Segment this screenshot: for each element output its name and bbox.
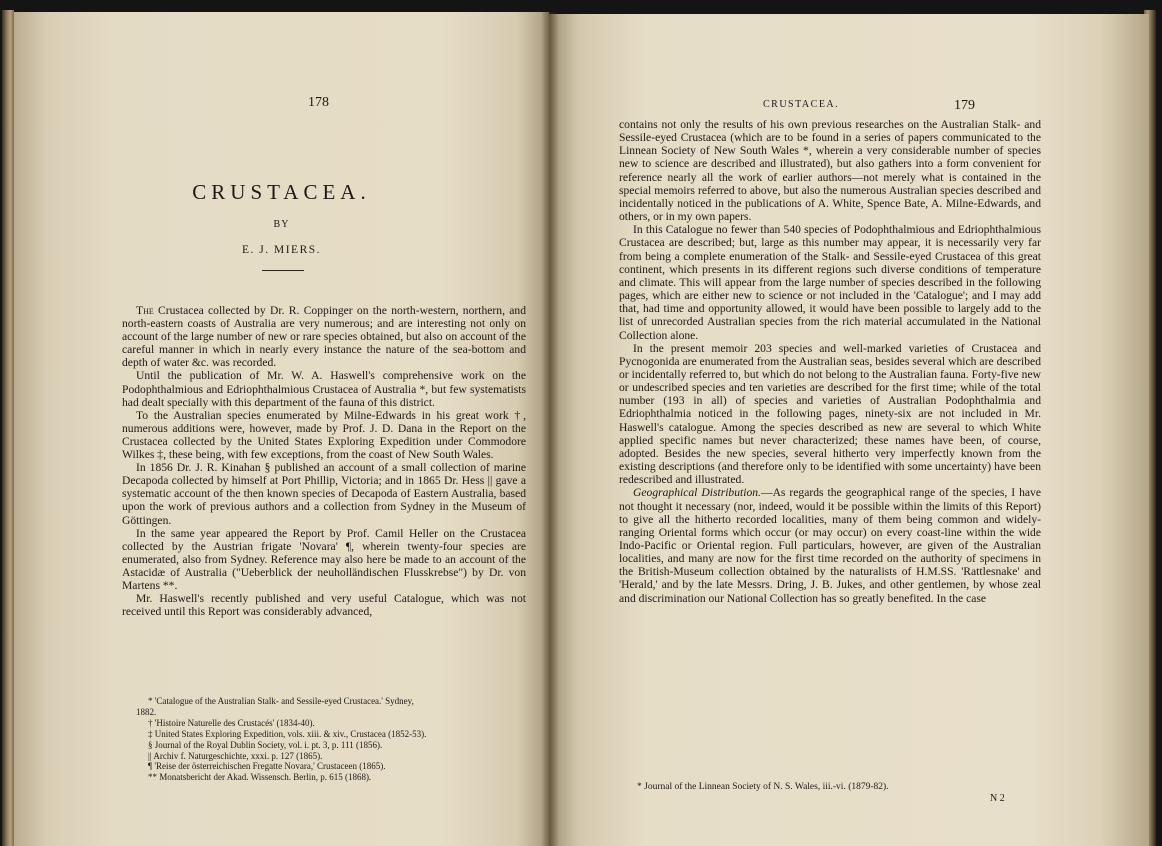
right-footnote: * Journal of the Linnean Society of N. S. Wales, iii.-vi. (1879-82). [637,782,889,792]
footnote-line: ** Monatsbericht der Akad. Wissensch. Berlin, p. 615 (1868). [148,772,372,783]
byline-label: BY [273,219,290,230]
paragraph-text: In the present memoir 203 species and well-marked varieties of Crustacea and Pycnogonida are enumerated from the Australian seas, besides several which are described or incidentally referred to, but which do not belong to the Australian fauna. Forty-five new or undescribed species and ten varieties are described for the first time; while of the total number (193 in all) of species and varieties of Australian Podophthalmia and Edriophthalmia noticed in the following pages, ninety-six are not included in Mr. Haswell's catalogue. Among the species described as new are several to which White applied specific names but never characterized; these names have been, of course, adopted. Besides the new species, several hitherto very imperfectly known from the existing descriptions (and therefore only to be identified with some uncertainty) have been redescribed and illustrated. [619,341,1041,487]
paragraph-text: In this Catalogue no fewer than 540 species of Podophthalmious and Edriophthalmious Crustacea are described; but, large as this number may appear, it is necessarily very far from being a complete enumeration of the Stalk- and Sessile-eyed Crustacea of this great continent, which presents in its different regions such diverse conditions of temperature and climate. This will appear from the large number of species described in the following pages, which are either new to science or not included in the 'Catalogue'; and I may add that, had time and opportunity allowed, it would have been possible to largely add to the list of unrecorded Australian species from the rich material accumulated in the National Collection alone. [619,223,1041,342]
chapter-title: CRUSTACEA. [192,180,371,204]
paragraph-text: To the Australian species enumerated by Milne-Edwards in his great work †, numerous additions were, however, made by Prof. J. D. Dana in the Report on the Crustacea collected by the United States Exploring Expedition under Commodore Wilkes ‡, these being, with few exceptions, from the coast of New South Wales. [122,408,526,462]
section-heading: Geographical Distribution. [633,486,761,500]
left-body-text [122,304,526,618]
paragraph-text: Crustacea collected by Dr. R. Coppinger on the north-western, northern, and north-eastern coasts of Australia are very numerous; and are interesting not only on account of the large number of new or rare species obtained, but also on account of the careful manner in which in nearly every instance the nature of the sea-bottom and depth of water &c. was recorded. [122,304,526,370]
paragraph-text: In the same year appeared the Report by Prof. Camil Heller on the Crustacea collected by the Austrian frigate 'Novara' ¶, wherein twenty-four species are enumerated, also from Sydney. Reference may also here be made to an account of the Astacidæ of Australia ("Ueberblick der neuholländischen Flusskrebse") by Dr. von Martens **. [122,526,526,592]
footnote-line: ¶ 'Reise der österreichischen Fregatte Novara,' Crustaceen (1865). [148,761,386,772]
left-paragraph [122,304,526,369]
book-gutter [541,12,559,846]
footnote-line: ‡ United States Exploring Expedition, vols. xiii. & xiv., Crustacea (1852-53). [148,728,427,739]
footnote-line: § Journal of the Royal Dublin Society, vol. i. pt. 3, p. 111 (1856). [148,739,383,750]
signature-mark: N 2 [990,793,1005,804]
right-paragraph [619,342,1041,487]
right-paragraph [619,486,1041,604]
author-name: E. J. MIERS. [241,244,322,256]
title-rule [262,270,304,271]
right-paragraph [619,118,1041,223]
footnote-line: || Archiv f. Naturgeschichte, xxxi. p. 127 (1865). [148,750,323,761]
left-paragraph [122,369,526,408]
right-page [549,14,1149,846]
right-paragraph [619,223,1041,341]
paragraph-lead-word: The [136,304,154,317]
left-paragraph [122,527,526,592]
footnote-line: 1882. [136,706,157,717]
page-number-left: 178 [308,95,329,110]
left-page-edges [2,10,14,846]
left-paragraph [122,592,526,618]
paragraph-text: Mr. Haswell's recently published and very useful Catalogue, which was not received until this Report was considerably advanced, [122,592,526,619]
left-footnotes [136,696,531,783]
left-paragraph [122,461,526,526]
footnote-line: † 'Histoire Naturelle des Crustacés' (1834-40). [148,717,315,728]
paragraph-text: contains not only the results of his own previous researches on the Australian Stalk- and Sessile-eyed Crustacea (which are to be found in a series of papers communicated to the Linnean Society of New South Wales *, wherein a very considerable number of species new to science are described and illustrated), but also gathers into a form convenient for reference nearly all the work of earlier authors—not merely what is contained in the special memoirs referred to above, but also the numerous Australian species described and incidentally noticed in the publications of A. White, Spence Bate, A. Milne-Edwards, and others, or in my own papers. [619,118,1041,224]
running-head: CRUSTACEA. [763,99,840,110]
page-number-right: 179 [954,98,975,113]
paragraph-text: —As regards the geographical range of the species, I have not thought it necessary (nor, indeed, would it be possible within the limits of this Report) to give all the hitherto recorded localities, many of them being common and widely-ranging Oriental forms which occur (or may occur) on every coast-line within the wide Indo-Pacific or Oriental region. Full particulars, however, are given of the Australian localities, and many are now for the first time recorded on the authority of specimens in the British-Museum collection obtained by the naturalists of H.M.SS. 'Rattlesnake' and 'Herald,' and by the late Messrs. Dring, J. B. Jukes, and other gentlemen, by whose zeal and discrimination our National Collection has so greatly benefited. In the case [619,486,1041,605]
left-page [14,12,549,846]
paragraph-text: Until the publication of Mr. W. A. Haswell's comprehensive work on the Podophthalmious and Edriophthalmious Crustacea of Australia *, but few systematists had dealt specially with this department of the fauna of this district. [122,369,526,409]
right-body-text [619,118,1041,605]
paragraph-text: In 1856 Dr. J. R. Kinahan § published an account of a small collection of marine Decapoda collected by himself at Port Phillip, Victoria; and in 1865 Dr. Hess || gave a systematic account of the then known species of Decapoda of Eastern Australia, based upon the work of previous authors and a collection from Sydney in the Museum of Göttingen. [122,461,526,527]
left-paragraph [122,409,526,461]
footnote-line: * 'Catalogue of the Australian Stalk- and Sessile-eyed Crustacea.' Sydney, [148,696,414,706]
